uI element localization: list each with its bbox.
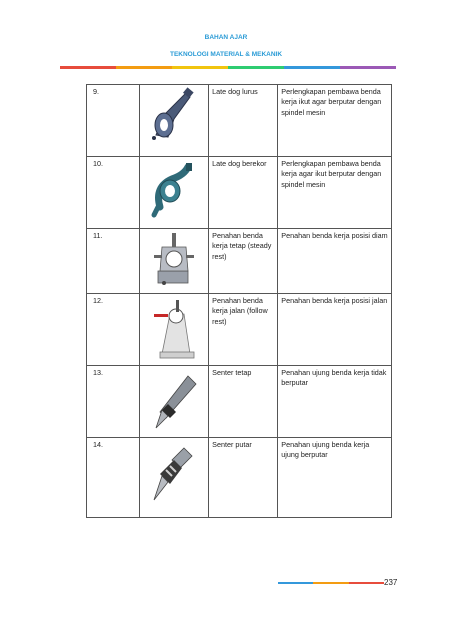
tool-description: Penahan ujung benda kerja ujung berputar	[278, 438, 392, 518]
footer-color-bar	[278, 582, 384, 584]
tool-name: Senter putar	[209, 438, 278, 518]
tool-name: Late dog lurus	[209, 85, 278, 157]
tool-description: Perlengkapan pembawa benda kerja ikut agar berputar dengan spindel mesin	[278, 85, 392, 157]
tool-name: Late dog berekor	[209, 157, 278, 229]
row-number: 10.	[87, 157, 140, 229]
row-number: 9.	[87, 85, 140, 157]
row-number: 13.	[87, 366, 140, 438]
table-row	[87, 366, 392, 438]
header-bar-segment	[172, 66, 228, 69]
live-center-icon	[140, 438, 208, 516]
straight-lathe-dog-icon	[140, 85, 208, 155]
document-subtitle: TEKNOLOGI MATERIAL & MEKANIK	[169, 51, 283, 58]
header-bar-segment	[116, 66, 172, 69]
header-color-bar	[60, 66, 396, 69]
tool-name: Penahan benda kerja tetap (steady rest)	[209, 229, 278, 294]
table-row	[87, 294, 392, 366]
table-row	[87, 157, 392, 229]
header-bar-segment	[284, 66, 340, 69]
header-bar-segment	[60, 66, 116, 69]
header-bar-segment	[228, 66, 284, 69]
footer-bar-segment	[313, 582, 348, 584]
tool-description: Penahan ujung benda kerja tidak berputar	[278, 366, 392, 438]
tool-description: Penahan benda kerja posisi diam	[278, 229, 392, 294]
tool-image-cell	[140, 438, 209, 518]
page-number: 237	[384, 578, 398, 587]
row-number: 12.	[87, 294, 140, 366]
tool-image-cell	[140, 85, 209, 157]
tool-name: Penahan benda kerja jalan (follow rest)	[209, 294, 278, 366]
follow-rest-icon	[140, 294, 208, 364]
table-row	[87, 229, 392, 294]
steady-rest-icon	[140, 229, 208, 292]
footer-bar-segment	[278, 582, 313, 584]
table-row	[87, 85, 392, 157]
document-title: BAHAN AJAR	[204, 34, 248, 41]
tool-image-cell	[140, 229, 209, 294]
row-number: 11.	[87, 229, 140, 294]
dead-center-icon	[140, 366, 208, 436]
table-row	[87, 438, 392, 518]
tool-image-cell	[140, 294, 209, 366]
tools-table	[86, 84, 392, 518]
tool-name: Senter tetap	[209, 366, 278, 438]
tool-image-cell	[140, 366, 209, 438]
tool-description: Penahan benda kerja posisi jalan	[278, 294, 392, 366]
bent-tail-lathe-dog-icon	[140, 157, 208, 227]
row-number: 14.	[87, 438, 140, 518]
footer-bar-segment	[349, 582, 384, 584]
header-bar-segment	[340, 66, 396, 69]
tool-description: Perlengkapan pembawa benda kerja agar ikut berputar dengan spindel mesin	[278, 157, 392, 229]
tool-image-cell	[140, 157, 209, 229]
